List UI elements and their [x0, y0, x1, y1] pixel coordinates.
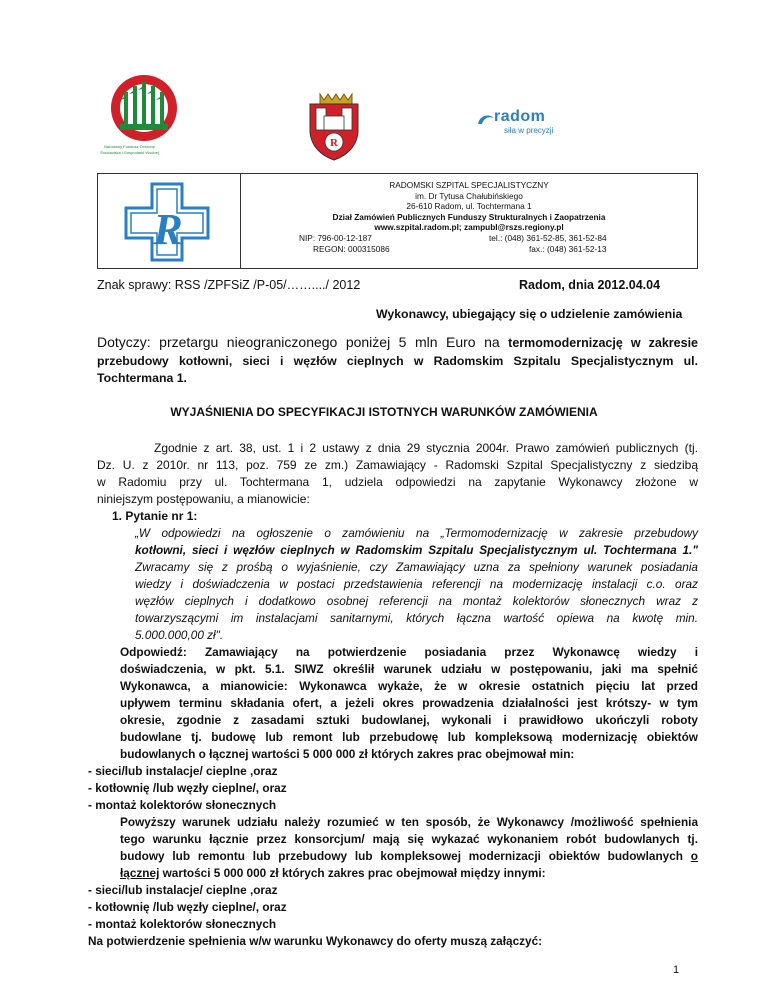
- coat-of-arms-icon: [302, 90, 366, 162]
- nfosigw-logo: [100, 72, 188, 160]
- requirements-list-1: [88, 763, 287, 814]
- list-item: - kotłownię /lub węzły cieplne/, oraz: [88, 900, 287, 914]
- radom-brand-word: radom: [494, 108, 546, 125]
- intro-paragraph: [97, 440, 698, 508]
- list-item: - montaż kolektorów słonecznych: [88, 798, 277, 812]
- subject-bold-1: termomodernizację w zakresie: [508, 336, 698, 350]
- hospital-address: 26-610 Radom, ul. Tochtermana 1: [406, 201, 532, 212]
- question-line: 5.000.000,00 zł".: [135, 628, 224, 642]
- hospital-tel: tel.: (048) 361-52-85, 361-52-84: [489, 232, 607, 243]
- hospital-department: Dział Zamówień Publicznych Funduszy Strukturalnych i Zaopatrzenia: [332, 211, 606, 222]
- question-line: „W odpowiedzi na ogłoszenie o zamówieniu na „Termomodernizację w zakresie przebudowy: [135, 526, 698, 540]
- answer-line: Odpowiedź: Zamawiający na potwierdzenie posiadania przez Wykonawcę wiedzy i: [120, 645, 698, 659]
- nfosigw-caption-1: Narodowy Fundusz Ochrony: [104, 144, 155, 149]
- clarification-block: [120, 814, 698, 882]
- answer-line: upływem terminu składania ofert, a jeżeli okres prowadzenia działalności jest krótszy- w tym: [120, 696, 698, 710]
- answer-line: Wykonawca, a mianowicie: Wykonawca wykaże, że w okresie ostatnich pięciu lat przed: [120, 679, 698, 693]
- intro-line: Zgodnie z art. 38, ust. 1 i 2 ustawy z dnia 29 stycznia 2004r. Prawo zamówień publicznych (tj.: [154, 441, 698, 455]
- underlined-o: o: [690, 849, 698, 863]
- radom-brand-slogan: siła w precyzji: [504, 126, 554, 135]
- question-line: wiedzy i doświadczenia w postaci przedstawienia referencji na modernizację instalacji c.o. oraz: [135, 577, 698, 591]
- case-number: Znak sprawy: RSS /ZPFSiZ /P-05/……..../ 2012: [97, 278, 361, 292]
- intro-line: w Radomiu przy ul. Tochtermana 1, udziela odpowiedzi na zapytanie Wykonawcy złożone w: [97, 475, 698, 489]
- question-line: Zwracamy się z prośbą o wyjaśnienie, czy Zamawiający uzna za spełniony warunek posiadania: [135, 560, 698, 574]
- question-heading: 1. Pytanie nr 1:: [112, 509, 198, 523]
- radom-coat-of-arms: [302, 90, 366, 162]
- hospital-contact: www.szpital.radom.pl; zampubl@rszs.regiony.pl: [374, 222, 564, 233]
- answer-block: [120, 644, 698, 763]
- subject-prefix: Dotyczy: przetargu nieograniczonego poniżej 5 mln Euro na: [97, 334, 509, 350]
- hospital-fax: fax.: (048) 361-52-13: [529, 243, 607, 254]
- hospital-cross-icon: [112, 182, 222, 262]
- hospital-logo: [112, 182, 222, 262]
- list-item: - sieci/lub instalacje/ cieplne ,oraz: [88, 883, 278, 897]
- list-item: - montaż kolektorów słonecznych: [88, 917, 277, 931]
- closing-sentence: Na potwierdzenie spełnienia w/w warunku Wykonawcy do oferty muszą załączyć:: [88, 934, 543, 948]
- clarification-line: tego warunku łącznie przez konsorcjum/ mają się wykazać wykonaniem robót budowlanych tj.: [120, 832, 698, 846]
- letterhead-box: [97, 173, 698, 269]
- intro-line: Dz. U. z 2010r. nr 113, poz. 759 ze zm.) Zamawiający - Radomski Szpital Specjalistyczny z siedzibą: [97, 458, 698, 472]
- hospital-regon: REGON: 000315086: [313, 243, 390, 254]
- underlined-total: łącznej: [120, 866, 160, 880]
- document-title: WYJAŚNIENIA DO SPECYFIKACJI ISTOTNYCH WARUNKÓW ZAMÓWIENIA: [170, 405, 598, 419]
- question-line: towarzyszącymi im instalacjami sanitarnymi, których łączna wartość opiewa na kwotę min.: [135, 611, 698, 625]
- hospital-nip: NIP: 796-00-12-187: [299, 232, 372, 243]
- list-item: - sieci/lub instalacje/ cieplne ,oraz: [88, 764, 278, 778]
- intro-line: niniejszym postępowaniu, a mianowicie:: [97, 492, 310, 506]
- answer-line: budowlane tj. budowę lub remont lub przebudowę lub kompleksową modernizację obiektów: [120, 730, 698, 744]
- document-date: Radom, dnia 2012.04.04: [519, 278, 661, 292]
- page-number: 1: [673, 964, 680, 976]
- radom-brand-icon: [476, 112, 496, 128]
- clarification-line: Powyższy warunek udziału należy rozumieć w ten sposób, że Wykonawcy /możliwość spełnienia: [120, 815, 698, 829]
- clarification-line: budowy lub remontu lub przebudowy lub kompleksowej modernizacji obiektów budowlanych o: [120, 849, 698, 863]
- addressee: Wykonawcy, ubiegający się o udzielenie zamówienia: [376, 307, 683, 321]
- subject-bold-3: Tochtermana 1.: [97, 371, 187, 385]
- hospital-letter: R: [153, 205, 183, 254]
- question-line: węzłów cieplnych i dodatkowo osobnej referencji na montaż kolektorów słonecznych wraz z: [135, 594, 698, 608]
- question-line: kotłowni, sieci i węzłów cieplnych w Radomskim Szpitalu Specjalistycznym ul. Tochtermana 1.": [135, 543, 698, 557]
- subject-bold-2: przebudowy kotłowni, sieci i węzłów cieplnych w Radomskim Szpitalu Specjalistycznym ul.: [97, 354, 698, 368]
- letterhead-text: [241, 180, 697, 254]
- subject: [97, 332, 698, 387]
- crest-letter: R: [330, 137, 338, 149]
- radom-brand-logo: [474, 108, 584, 138]
- clarification-line: łącznej wartości 5 000 000 zł których zakres prac obejmował między innymi:: [120, 866, 546, 880]
- nfosigw-caption-2: Środowiska i Gospodarki Wodnej: [100, 150, 159, 155]
- hospital-patron: im. Dr Tytusa Chałubińskiego: [415, 190, 523, 201]
- requirements-list-2: [88, 882, 287, 933]
- list-item: - kotłownię /lub węzły cieplne/, oraz: [88, 781, 287, 795]
- question-block: [135, 525, 698, 644]
- answer-line: doświadczenia, w pkt. 5.1. SIWZ określił warunek udziału w postępowaniu, jaki ma spełnić: [120, 662, 698, 676]
- answer-line: budowlanych o łącznej wartości 5 000 000 zł których zakres prac obejmował min:: [120, 747, 575, 761]
- answer-line: okresie, zgodnie z zasadami sztuki budowlanej, wykonali i prawidłowo ukończyli roboty: [120, 713, 698, 727]
- hospital-name: RADOMSKI SZPITAL SPECJALISTYCZNY: [389, 180, 549, 190]
